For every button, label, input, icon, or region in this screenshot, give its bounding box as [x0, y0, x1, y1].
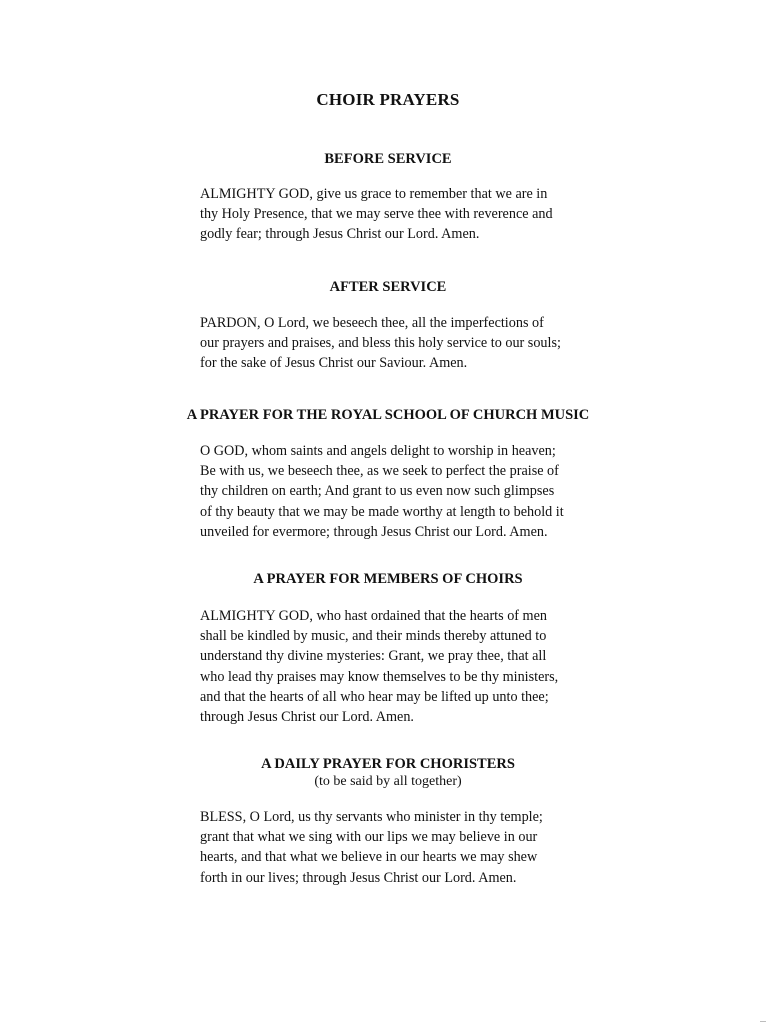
prayer-line: O GOD, whom saints and angels delight to worship in heaven;: [200, 443, 556, 459]
prayer-line: unveiled for evermore; through Jesus Christ our Lord. Amen.: [200, 523, 548, 540]
prayer-line: who lead thy praises may know themselves to be thy ministers,: [200, 668, 559, 685]
section-heading-members-of-choirs: A PRAYER FOR MEMBERS OF CHOIRS: [253, 571, 523, 587]
prayer-line: PARDON, O Lord, we beseech thee, all the imperfections of: [200, 315, 544, 331]
section-heading-rscm-prayer: A PRAYER FOR THE ROYAL SCHOOL OF CHURCH MUSIC: [186, 407, 590, 423]
prayer-daily-choristers: [200, 807, 600, 888]
prayer-line: forth in our lives; through Jesus Christ our Lord. Amen.: [200, 869, 517, 886]
prayer-line: and that the hearts of all who hear may be lifted up unto thee;: [200, 688, 549, 705]
section-heading-after-service: AFTER SERVICE: [329, 279, 447, 295]
section-heading-daily-prayer: A DAILY PRAYER FOR CHORISTERS: [261, 756, 515, 772]
section-heading-before-service: BEFORE SERVICE: [324, 151, 452, 167]
prayer-line: Be with us, we beseech thee, as we seek to perfect the praise of: [200, 463, 559, 480]
prayer-line: ALMIGHTY GOD, give us grace to remember that we are in: [200, 186, 548, 202]
prayer-line: grant that what we sing with our lips we may believe in our: [200, 829, 538, 846]
prayer-rscm: [200, 441, 600, 542]
prayer-line: for the sake of Jesus Christ our Saviour. Amen.: [200, 355, 468, 372]
prayer-after-service: [200, 313, 600, 374]
prayer-line: of thy beauty that we may be made worthy at length to behold it: [200, 503, 564, 520]
prayer-line: understand thy divine mysteries: Grant, we pray thee, that all: [200, 648, 547, 665]
prayer-members-of-choirs: [200, 606, 600, 727]
prayer-line: thy Holy Presence, that we may serve thee with reverence and: [200, 206, 553, 223]
prayer-before-service: [200, 184, 600, 245]
prayer-line: through Jesus Christ our Lord. Amen.: [200, 709, 414, 726]
prayer-line: ALMIGHTY GOD, who hast ordained that the hearts of men: [200, 608, 547, 624]
page-title: CHOIR PRAYERS: [316, 90, 460, 109]
prayer-line: our prayers and praises, and bless this holy service to our souls;: [200, 335, 561, 352]
prayer-line: thy children on earth; And grant to us even now such glimpses: [200, 483, 555, 500]
section-subheading-daily-prayer: (to be said by all together): [314, 774, 462, 789]
prayer-line: hearts, and that what we believe in our hearts we may shew: [200, 849, 538, 866]
prayer-line: BLESS, O Lord, us thy servants who minister in thy temple;: [200, 809, 543, 825]
scan-edge-mark: [760, 1021, 766, 1022]
prayer-line: godly fear; through Jesus Christ our Lord. Amen.: [200, 226, 480, 243]
prayer-line: shall be kindled by music, and their minds thereby attuned to: [200, 628, 547, 645]
